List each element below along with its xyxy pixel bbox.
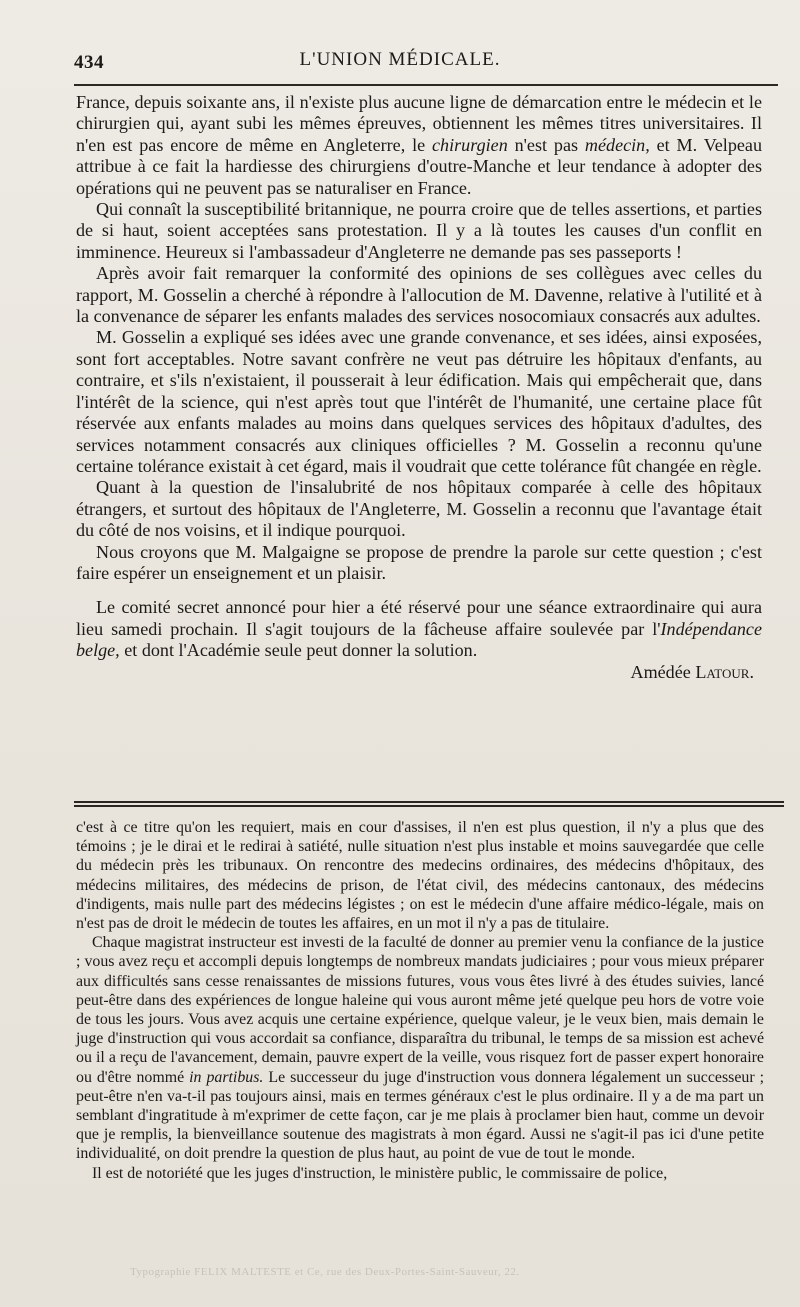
page-number: 434 bbox=[74, 52, 104, 73]
editorial-column bbox=[76, 92, 762, 683]
emphasis-chirurgien: chirurgien bbox=[432, 134, 508, 155]
emphasis-in-partibus: in partibus. bbox=[189, 1068, 264, 1086]
paragraph-2: Qui connaît la susceptibilité britannique, ne pourra croire que de telles assertions, et parties de si haut, soient acceptées sans protestation. Il y a là toutes les causes d'un conflit en imminence. Heureux si l'ambassadeur d'Angleterre ne demande pas ses passeports ! bbox=[76, 199, 762, 262]
paragraph-7: Le comité secret annoncé pour hier a été réservé pour une séance extraordinaire qui aura lieu samedi prochain. Il s'agit toujours de la fâcheuse affaire soulevée par l'Indépendance belge, et dont l'Académie seule peut donner la solution. bbox=[76, 597, 762, 661]
author-signature: Amédée Latour. bbox=[630, 661, 754, 682]
author-surname: Latour. bbox=[695, 661, 754, 682]
lower-paragraph-1: c'est à ce titre qu'on les requiert, mais en cour d'assises, il n'en est plus question, il n'y a plus que des témoins ; je le dirai et le redirai à satiété, nulle situation n'est plus instable et moins sauvegardée que celle du médecin près les tribunaux. On rencontre des medecins ordinaires, des médecins d'hôpitaux, des médecins militaires, des médecins de prison, de l'état civil, des médecins cantonaux, des médecins d'indigents, mais nulle part des médecins légistes ; on est le médecin d'une affaire médico-légale, mais on n'est pas de droit le médecin de toutes les affaires, en un mot il n'y a pas de titulaire. bbox=[76, 819, 764, 933]
emphasis-medecin: médecin, bbox=[584, 134, 650, 155]
lower-paragraph-3: Il est de notoriété que les juges d'instruction, le ministère public, le commissaire de police, bbox=[92, 1164, 668, 1182]
emphasis-independance-belge: Indépendance belge, bbox=[76, 618, 762, 661]
lower-paragraph-2: Chaque magistrat instructeur est investi de la faculté de donner au premier venu la confiance de la justice ; vous avez reçu et accompli depuis longtemps de nombreux mandats judiciaires ; pour vous mieux préparer aux difficultés sans cesse renaissantes de missions futures, vous vous êtes livré à des études suivies, lancé peut-être dans des expériences de longue haleine qui vous auront même jeté quelque peu hors de votre voie de tous les jours. Vous avez acquis une certaine expérience, quelque valeur, je le veux bien, mais demain le juge d'instruction qui vous accordait sa confiance, disparaîtra du tribunal, le temps de sa mission est achevé ou il a reçu de l'avancement, demain, pauvre expert de la veille, vous risquez fort de passer expert honoraire ou d'être nommé in partibus. Le successeur du juge d'instruction vous donnera légalement un successeur ; peut-être n'en va-t-il pas toujours ainsi, mais en termes généraux c'est le plus ordinaire. Il y a de ma part un semblant d'ingratitude à m'exprimer de cette façon, car je me plais à proclamer bien haut, comme un devoir que je remplis, la bienveillance soutenue des magistrats à mon égard. Aussi ne s'agit-il pas ici d'une petite individualité, on doit prendre la question de plus haut, au point de vue de tout le monde. bbox=[76, 934, 764, 1163]
paragraph-5: Quant à la question de l'insalubrité de nos hôpitaux comparée à celle des hôpitaux étrangers, et surtout des hôpitaux de l'Angleterre, M. Gosselin a reconnu que l'avantage était du côté de nos voisins, et il indique pourquoi. bbox=[76, 477, 762, 541]
page-header bbox=[0, 44, 800, 76]
paragraph-3: Après avoir fait remarquer la conformité des opinions de ses collègues avec celles du rapport, M. Gosselin a cherché à répondre à l'allocution de M. Davenne, relative à l'utilité et à la convenance de séparer les enfants malades des services nosocomiaux consacrés aux adultes. bbox=[76, 263, 762, 327]
header-rule bbox=[74, 84, 778, 86]
paragraph-6: Nous croyons que M. Malgaigne se propose de prendre la parole sur cette question ; c'est faire espérer un enseignement et un plaisir. bbox=[76, 541, 762, 583]
printer-imprint: Typographie FELIX MALTESTE et Ce, rue des Deux-Portes-Saint-Sauveur, 22. bbox=[130, 1266, 520, 1278]
paragraph-1: France, depuis soixante ans, il n'existe plus aucune ligne de démarcation entre le médecin et le chirurgien qui, ayant subi les mêmes épreuves, obtiennent les mêmes titres universitaires. Il n'en est pas encore de même en Angleterre, le chirurgien n'est pas médecin, et M. Velpeau attribue à ce fait la hardiesse des chirurgiens d'outre-Manche et leur tendance à adopter des opérations qui ne peuvent pas se naturaliser en France. bbox=[76, 92, 762, 198]
section-divider bbox=[74, 801, 784, 807]
feuilleton-column bbox=[76, 818, 764, 1183]
running-title: L'UNION MÉDICALE. bbox=[299, 49, 501, 70]
paragraph-4: M. Gosselin a expliqué ses idées avec une grande convenance, et ses idées, ainsi exposées, sont fort acceptables. Notre savant confrère ne veut pas détruire les hôpitaux d'enfants, au contraire, et s'ils n'existaient, il pousserait à leur édification. Mais qui empêcherait que, dans l'intérêt de la science, qui n'est après tout que l'intérêt de l'humanité, une certaine place fût réservée aux enfants malades au moins dans quelques services des hôpitaux d'adultes, des services notamment consacrés aux cliniques officielles ? M. Gosselin a reconnu qu'une certaine tolérance existait à cet égard, mais il voudrait que cette tolérance fût changée en règle. bbox=[76, 327, 762, 476]
